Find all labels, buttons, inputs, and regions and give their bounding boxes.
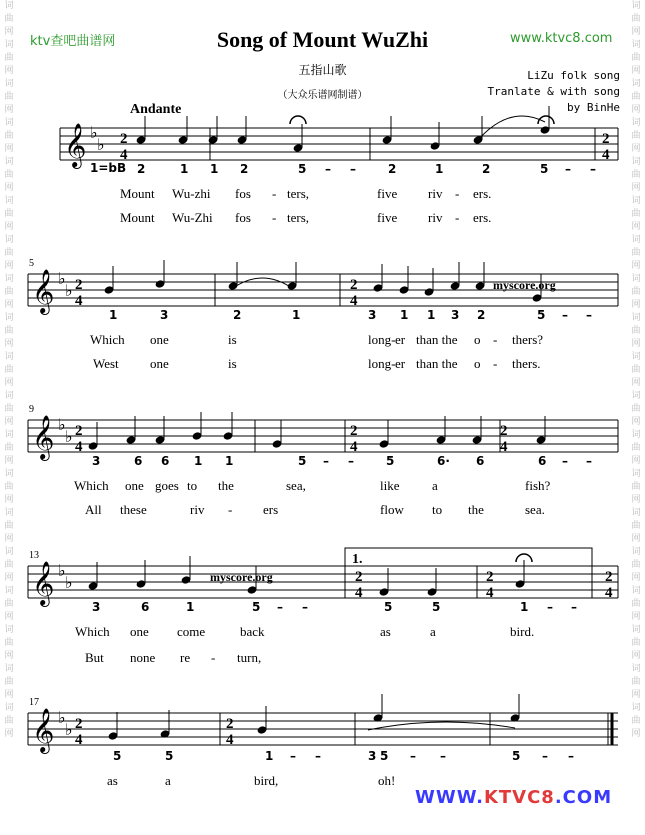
jianpu-number: 5 bbox=[384, 600, 393, 614]
time-signature: 4 bbox=[75, 293, 83, 309]
jianpu-number: 1 bbox=[265, 749, 274, 763]
site-link-left[interactable]: ktv查吧曲谱网 bbox=[30, 34, 116, 49]
treble-clef-icon: 𝄞 bbox=[64, 123, 87, 167]
score-credit: （大众乐谱网制谱） bbox=[277, 90, 368, 101]
lyric-word: Mount bbox=[120, 210, 155, 225]
lyric-word: oh! bbox=[378, 773, 396, 788]
time-signature: 4 bbox=[120, 147, 128, 163]
lyric-word: Which bbox=[90, 332, 125, 347]
footer-watermark[interactable] bbox=[415, 787, 612, 808]
lyric-word: a bbox=[165, 773, 171, 788]
lyric-word: ers bbox=[263, 502, 279, 517]
jianpu-number: – bbox=[542, 749, 548, 763]
jianpu-number: – bbox=[586, 308, 592, 322]
time-signature: 4 bbox=[605, 585, 613, 601]
jianpu-number: 6 bbox=[538, 454, 547, 468]
jianpu-number: – bbox=[325, 162, 331, 176]
time-signature: 2 bbox=[75, 423, 83, 439]
song-subtitle: 五指山歌 bbox=[298, 63, 347, 77]
jianpu-number: 3 bbox=[92, 600, 101, 614]
lyric-word: Mount bbox=[120, 186, 155, 201]
jianpu-number: – bbox=[348, 454, 354, 468]
lyric-word: bird, bbox=[254, 773, 279, 788]
flat-icon: ♭ bbox=[58, 415, 66, 434]
composer-line: Tranlate & with song bbox=[487, 85, 620, 98]
jianpu-number: 3 bbox=[451, 308, 460, 322]
lyric-word: ters, bbox=[287, 186, 310, 201]
jianpu-number: 2 bbox=[388, 162, 397, 176]
lyric-word: the bbox=[218, 478, 234, 493]
jianpu-number: 5 bbox=[298, 454, 307, 468]
time-signature: 4 bbox=[486, 585, 494, 601]
jianpu-number: 1 bbox=[427, 308, 436, 322]
measure-number: 13 bbox=[29, 550, 39, 561]
lyric-word: - bbox=[272, 186, 277, 201]
lyric-word: ers. bbox=[473, 186, 492, 201]
time-signature: 2 bbox=[605, 569, 613, 585]
lyric-word: long- bbox=[368, 332, 396, 347]
flat-icon: ♭ bbox=[58, 269, 66, 288]
jianpu-number: 1 bbox=[435, 162, 444, 176]
jianpu-number: 5 bbox=[298, 162, 307, 176]
lyric-word: riv bbox=[190, 502, 205, 517]
treble-clef-icon: 𝄞 bbox=[32, 415, 55, 459]
lyric-word: goes bbox=[155, 478, 179, 493]
lyric-word: - bbox=[493, 356, 498, 371]
jianpu-number: 1 bbox=[109, 308, 118, 322]
lyric-word: one bbox=[130, 624, 149, 639]
lyric-word: - bbox=[211, 650, 216, 665]
fermata-icon bbox=[290, 116, 306, 124]
flat-icon: ♭ bbox=[58, 561, 66, 580]
lyric-word: o bbox=[474, 356, 481, 371]
jianpu-number: 1 bbox=[225, 454, 234, 468]
myscore-watermark: myscore.org bbox=[493, 278, 556, 292]
time-signature: 2 bbox=[120, 131, 128, 147]
time-signature: 2 bbox=[350, 277, 358, 293]
jianpu-number: – bbox=[315, 749, 321, 763]
time-signature: 2 bbox=[355, 569, 363, 585]
jianpu-number: 1 bbox=[180, 162, 189, 176]
jianpu-number: – bbox=[277, 600, 283, 614]
time-signature: 4 bbox=[355, 585, 363, 601]
lyric-word: - bbox=[455, 186, 460, 201]
footer-watermark-brand: KTVC8 bbox=[483, 787, 555, 808]
lyric-word: as bbox=[380, 624, 391, 639]
treble-clef-icon: 𝄞 bbox=[32, 708, 55, 752]
flat-icon: ♭ bbox=[65, 720, 73, 739]
song-title: Song of Mount WuZhi bbox=[216, 27, 429, 52]
jianpu-number: 6 bbox=[476, 454, 485, 468]
lyric-word: to bbox=[187, 478, 198, 493]
jianpu-number: 5 bbox=[165, 749, 174, 763]
jianpu-number: 3 bbox=[160, 308, 169, 322]
flat-icon: ♭ bbox=[58, 708, 66, 727]
lyric-word: Which bbox=[75, 624, 110, 639]
jianpu-number: – bbox=[571, 600, 577, 614]
jianpu-number: 6 bbox=[141, 600, 150, 614]
lyric-word: sea. bbox=[525, 502, 545, 517]
time-signature: 2 bbox=[226, 716, 234, 732]
lyric-word: - bbox=[455, 210, 460, 225]
time-signature: 4 bbox=[75, 439, 83, 455]
lyric-word: ters, bbox=[287, 210, 310, 225]
jianpu-number: 6 bbox=[134, 454, 143, 468]
time-signature: 4 bbox=[75, 732, 83, 748]
lyric-word: the bbox=[468, 502, 484, 517]
lyric-word: five bbox=[377, 210, 398, 225]
lyric-word: than the bbox=[416, 356, 458, 371]
jianpu-number: 3 bbox=[368, 308, 377, 322]
lyric-word: West bbox=[93, 356, 119, 371]
time-signature: 2 bbox=[350, 423, 358, 439]
jianpu-number: 2 bbox=[477, 308, 486, 322]
lyric-word: riv bbox=[428, 186, 443, 201]
jianpu-number: 1 bbox=[292, 308, 301, 322]
lyric-word: bird. bbox=[510, 624, 535, 639]
jianpu-number: – bbox=[562, 308, 568, 322]
jianpu-number: 3 bbox=[368, 749, 377, 763]
lyric-word: fish? bbox=[525, 478, 551, 493]
key-signature-label: 1=bB bbox=[90, 161, 127, 175]
time-signature: 4 bbox=[350, 439, 358, 455]
lyric-word: thers? bbox=[512, 332, 544, 347]
flat-icon: ♭ bbox=[65, 281, 73, 300]
lyric-word: thers. bbox=[512, 356, 541, 371]
jianpu-number: 2 bbox=[137, 162, 146, 176]
lyric-word: re bbox=[180, 650, 191, 665]
lyric-word: as bbox=[107, 773, 118, 788]
jianpu-number: 2 bbox=[240, 162, 249, 176]
lyric-word: er bbox=[395, 356, 406, 371]
footer-watermark-www: WWW. bbox=[415, 787, 484, 808]
volta-bracket bbox=[345, 548, 592, 566]
jianpu-number: – bbox=[568, 749, 574, 763]
lyric-word: one bbox=[150, 332, 169, 347]
lyric-word: one bbox=[150, 356, 169, 371]
composer-line: LiZu folk song bbox=[527, 69, 620, 82]
tempo-marking: Andante bbox=[130, 102, 182, 117]
lyric-word: - bbox=[493, 332, 498, 347]
volta-label: 1. bbox=[352, 552, 363, 567]
lyric-word: sea, bbox=[286, 478, 306, 493]
time-signature: 4 bbox=[602, 147, 610, 163]
lyric-word: a bbox=[432, 478, 438, 493]
footer-watermark-com: .COM bbox=[554, 787, 613, 808]
time-signature: 4 bbox=[350, 293, 358, 309]
time-signature: 2 bbox=[75, 277, 83, 293]
jianpu-number: – bbox=[565, 162, 571, 176]
lyric-word: than the bbox=[416, 332, 458, 347]
lyric-word: Which bbox=[74, 478, 109, 493]
time-signature: 2 bbox=[602, 131, 610, 147]
jianpu-number: – bbox=[323, 454, 329, 468]
lyric-word: Wu-Zhi bbox=[172, 210, 213, 225]
side-watermark-left: 词曲网词曲网词曲网词曲网词曲网词曲网词曲网词曲网词曲网词曲网词曲网词曲网词曲网词曲网词曲网词曲网词曲网词曲网词曲网 bbox=[4, 1, 14, 739]
jianpu-number: 5 bbox=[432, 600, 441, 614]
lyric-word: o bbox=[474, 332, 481, 347]
lyric-word: fos bbox=[235, 186, 251, 201]
lyric-word: But bbox=[85, 650, 104, 665]
flat-icon: ♭ bbox=[97, 135, 105, 154]
flat-icon: ♭ bbox=[90, 123, 98, 142]
lyric-word: these bbox=[120, 502, 147, 517]
time-signature: 4 bbox=[500, 439, 508, 455]
lyric-word: ers. bbox=[473, 210, 492, 225]
jianpu-number: 5 bbox=[380, 749, 389, 763]
time-signature: 4 bbox=[226, 732, 234, 748]
jianpu-number: 1 bbox=[186, 600, 195, 614]
lyric-word: a bbox=[430, 624, 436, 639]
composer-line: by BinHe bbox=[567, 101, 620, 114]
jianpu-number: – bbox=[290, 749, 296, 763]
slur bbox=[233, 278, 292, 288]
jianpu-number: 6· bbox=[437, 454, 450, 468]
measure-number: 9 bbox=[29, 404, 34, 415]
jianpu-number: – bbox=[562, 454, 568, 468]
measure-number: 17 bbox=[29, 697, 39, 708]
time-signature: 2 bbox=[486, 569, 494, 585]
jianpu-number: 5 bbox=[113, 749, 122, 763]
jianpu-number: 5 bbox=[537, 308, 546, 322]
side-watermark-right: 词曲网词曲网词曲网词曲网词曲网词曲网词曲网词曲网词曲网词曲网词曲网词曲网词曲网词曲网词曲网词曲网词曲网词曲网词曲网 bbox=[631, 1, 641, 739]
lyric-word: five bbox=[377, 186, 398, 201]
jianpu-number: – bbox=[440, 749, 446, 763]
jianpu-number: 5 bbox=[512, 749, 521, 763]
measure-number: 5 bbox=[29, 258, 34, 269]
time-signature: 2 bbox=[500, 423, 508, 439]
jianpu-number: – bbox=[590, 162, 596, 176]
time-signature: 2 bbox=[75, 716, 83, 732]
lyric-word: is bbox=[228, 332, 237, 347]
jianpu-number: – bbox=[350, 162, 356, 176]
treble-clef-icon: 𝄞 bbox=[32, 269, 55, 313]
jianpu-number: – bbox=[547, 600, 553, 614]
jianpu-number: 5 bbox=[386, 454, 395, 468]
jianpu-number: 5 bbox=[540, 162, 549, 176]
lyric-word: one bbox=[125, 478, 144, 493]
flat-icon: ♭ bbox=[65, 427, 73, 446]
jianpu-number: 1 bbox=[210, 162, 219, 176]
lyric-word: All bbox=[85, 502, 102, 517]
lyric-word: like bbox=[380, 478, 400, 493]
jianpu-number: 2 bbox=[233, 308, 242, 322]
lyric-word: back bbox=[240, 624, 265, 639]
lyric-word: riv bbox=[428, 210, 443, 225]
lyric-word: to bbox=[432, 502, 443, 517]
jianpu-number: – bbox=[302, 600, 308, 614]
jianpu-number: 2 bbox=[482, 162, 491, 176]
lyric-word: none bbox=[130, 650, 156, 665]
flat-icon: ♭ bbox=[65, 573, 73, 592]
site-link-right[interactable]: www.ktvc8.com bbox=[510, 31, 613, 46]
myscore-watermark: myscore.org bbox=[210, 570, 273, 584]
jianpu-number: – bbox=[410, 749, 416, 763]
lyric-word: is bbox=[228, 356, 237, 371]
lyric-word: turn, bbox=[237, 650, 262, 665]
jianpu-number: 3 bbox=[92, 454, 101, 468]
jianpu-number: 5 bbox=[252, 600, 261, 614]
lyric-word: come bbox=[177, 624, 206, 639]
lyric-word: - bbox=[228, 502, 233, 517]
treble-clef-icon: 𝄞 bbox=[32, 561, 55, 605]
lyric-word: long- bbox=[368, 356, 396, 371]
jianpu-number: – bbox=[586, 454, 592, 468]
jianpu-number: 6 bbox=[161, 454, 170, 468]
lyric-word: er bbox=[395, 332, 406, 347]
lyric-word: - bbox=[272, 210, 277, 225]
jianpu-number: 1 bbox=[194, 454, 203, 468]
jianpu-number: 1 bbox=[400, 308, 409, 322]
lyric-word: Wu-zhi bbox=[172, 186, 211, 201]
lyric-word: fos bbox=[235, 210, 251, 225]
lyric-word: flow bbox=[380, 502, 404, 517]
jianpu-number: 1 bbox=[520, 600, 529, 614]
